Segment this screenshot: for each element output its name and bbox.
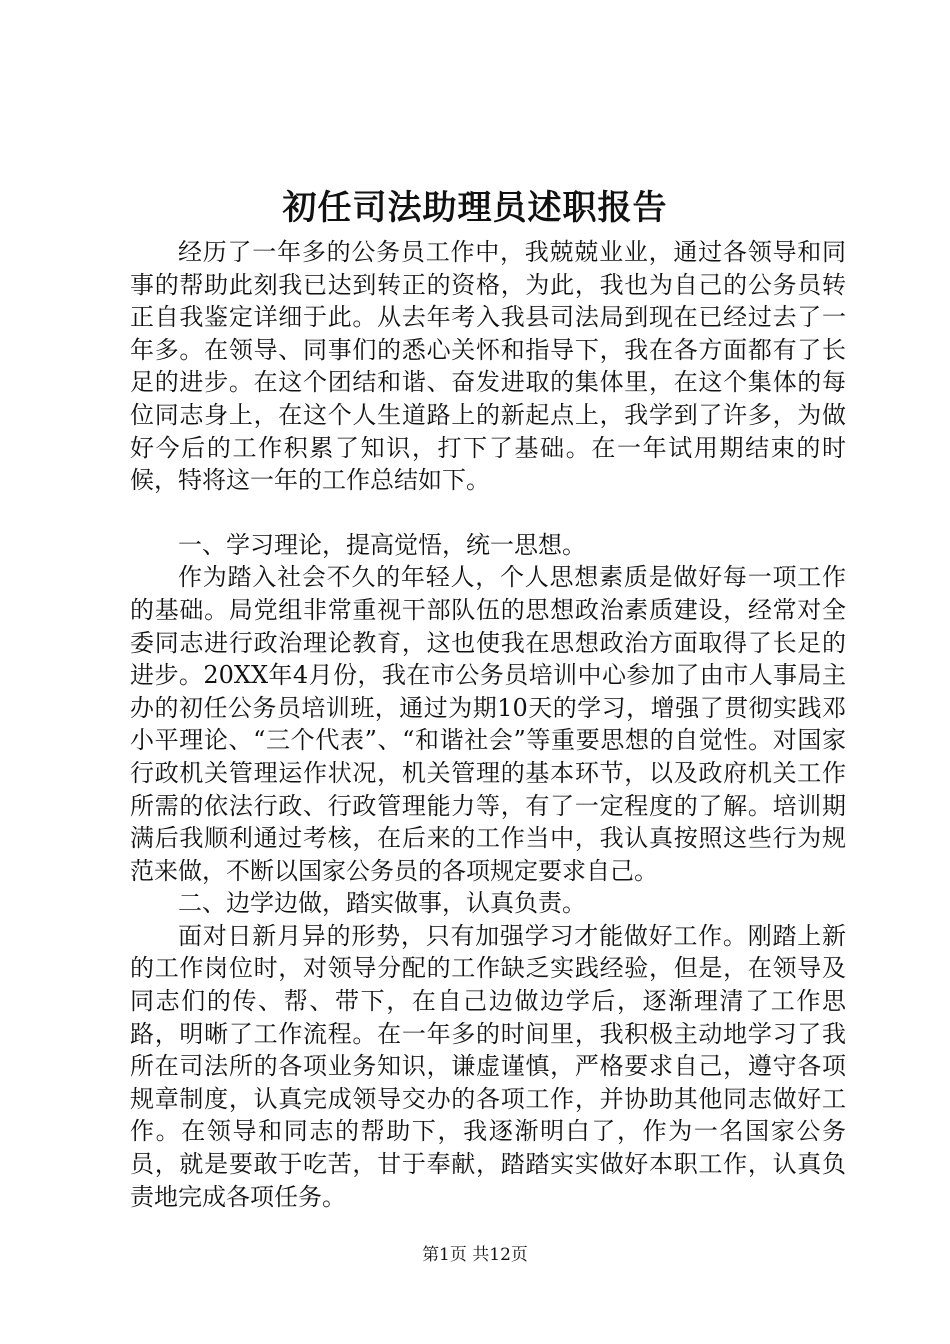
document-body bbox=[130, 236, 846, 1213]
paragraph-gap bbox=[130, 497, 846, 529]
page-number-footer: 第1页 共12页 bbox=[422, 1245, 528, 1265]
intro-paragraph: 经历了一年多的公务员工作中，我兢兢业业，通过各领导和同事的帮助此刻我已达到转正的资格，为此，我也为自己的公务员转正自我鉴定详细于此。从去年考入我县司法局到现在已经过去了一年多。在领导、同事们的悉心关怀和指导下，我在各方面都有了长足的进步。在这个团结和谐、奋发进取的集体里，在这个集体的每位同志身上，在这个人生道路上的新起点上，我学到了许多，为做好今后的工作积累了知识，打下了基础。在一年试用期结束的时候，特将这一年的工作总结如下。 bbox=[130, 238, 846, 495]
section-2-heading: 二、边学边做，踏实做事，认真负责。 bbox=[178, 889, 586, 918]
section-2-paragraph: 面对日新月异的形势，只有加强学习才能做好工作。刚踏上新的工作岗位时，对领导分配的工作缺乏实践经验，但是，在领导及同志们的传、帮、带下，在自己边做边学后，逐渐理清了工作思路，明晰了工作流程。在一年多的时间里，我积极主动地学习了我所在司法所的各项业务知识，谦虚谨慎，严格要求自己，遵守各项规章制度，认真完成领导交办的各项工作，并协助其他同志做好工作。在领导和同志的帮助下，我逐渐明白了，作为一名国家公务员，就是要敢于吃苦，甘于奉献，踏踏实实做好本职工作，认真负责地完成各项任务。 bbox=[130, 921, 846, 1211]
section-1-paragraph: 作为踏入社会不久的年轻人，个人思想素质是做好每一项工作的基础。局党组非常重视干部队伍的思想政治素质建设，经常对全委同志进行政治理论教育，这也使我在思想政治方面取得了长足的进步。20XX年4月份，我在市公务员培训中心参加了由市人事局主办的初任公务员培训班，通过为期10天的学习，增强了贯彻实践邓小平理论、“三个代表”、“和谐社会”等重要思想的自觉性。对国家行政机关管理运作状况，机关管理的基本环节，以及政府机关工作所需的依法行政、行政管理能力等，有了一定程度的了解。培训期满后我顺利通过考核，在后来的工作当中，我认真按照这些行为规范来做，不断以国家公务员的各项规定要求自己。 bbox=[130, 563, 846, 885]
document-title: 初任司法助理员述职报告 bbox=[282, 188, 668, 228]
section-1-heading: 一、学习理论，提高觉悟，统一思想。 bbox=[178, 530, 586, 559]
